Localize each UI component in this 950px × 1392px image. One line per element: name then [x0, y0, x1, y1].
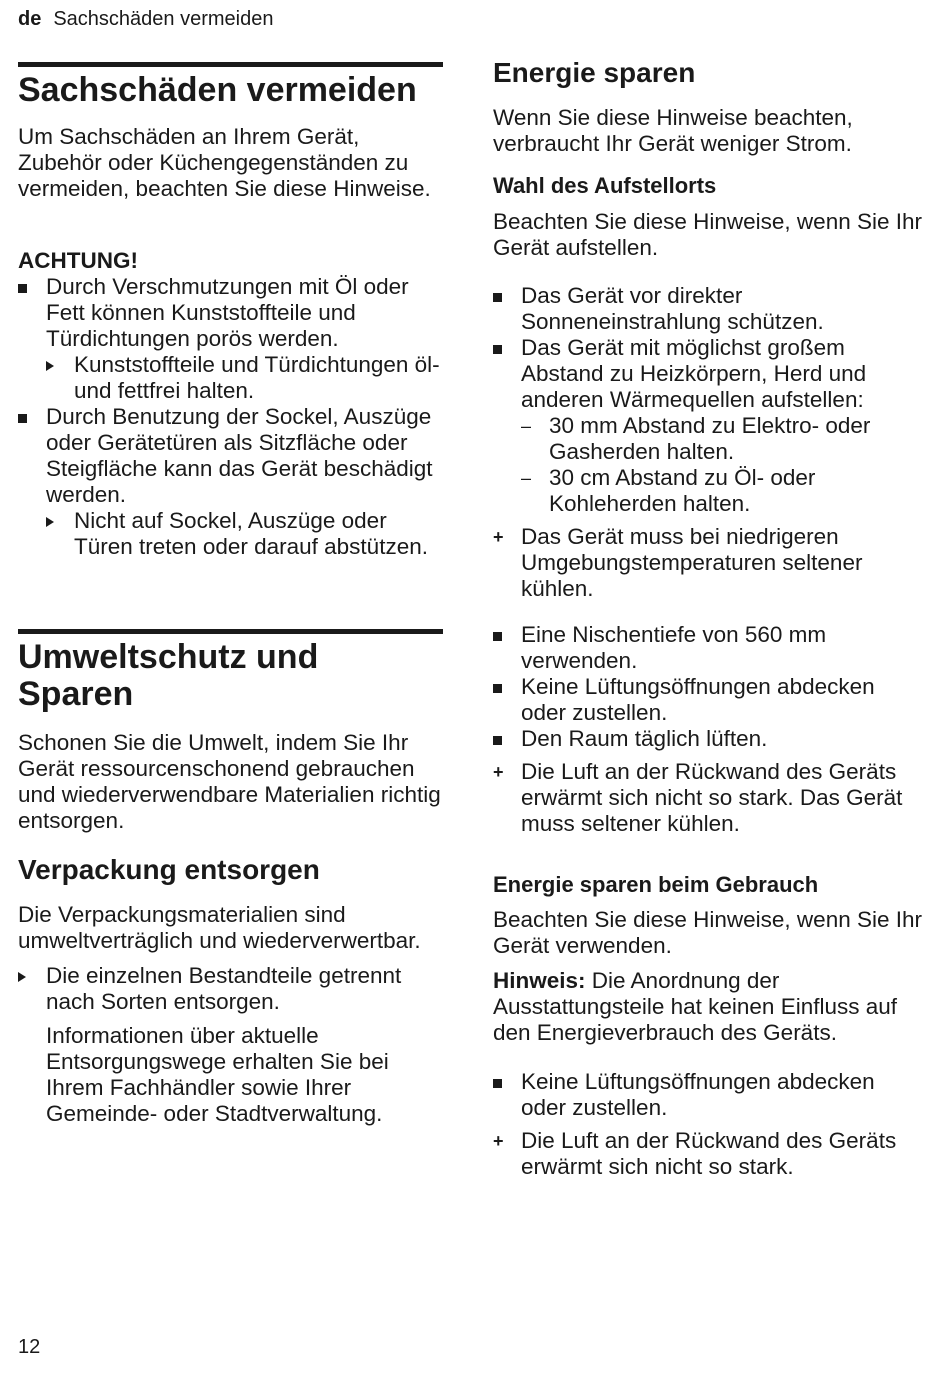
note-text: Die Anordnung der Ausstattungsteile hat keinen Einfluss auf den Energieverbrauch des Geräts. [493, 968, 898, 1045]
location-subitem: – 30 cm Abstand zu Öl- oder Kohleherden halten. [521, 465, 816, 516]
packaging-text: Die Verpackungsmaterialien sind umweltverträglich und wiederverwertbar. [18, 902, 421, 953]
square-bullet-icon [493, 1069, 502, 1095]
section-title-energy: Energie sparen [493, 57, 696, 88]
square-bullet-icon [18, 274, 27, 300]
header-section-title: Sachschäden vermeiden [53, 8, 274, 30]
arrow-bullet-icon [46, 352, 54, 378]
section-rule [18, 629, 443, 634]
location-item: Den Raum täglich lüften. [493, 726, 923, 752]
warning-action: Nicht auf Sockel, Auszüge oder Türen treten oder darauf abstützen. [18, 508, 443, 560]
intro-environment: Schonen Sie die Umwelt, indem Sie Ihr Gerät ressourcenschonend gebrauchen und wiederverwendbare Materialien richtig entsorgen. [18, 730, 441, 833]
energy-intro: Wenn Sie diese Hinweise beachten, verbraucht Ihr Gerät weniger Strom. [493, 105, 853, 156]
subheading-usage: Energie sparen beim Gebrauch [493, 872, 819, 897]
square-bullet-icon [493, 622, 502, 648]
section-title-environment: Umweltschutz und Sparen [18, 638, 319, 713]
location-item: Das Gerät vor direkter Sonneneinstrahlung schützen. [493, 283, 923, 335]
usage-note [493, 968, 923, 1046]
intro-damage: Um Sachschäden an Ihrem Gerät, Zubehör oder Küchengegenständen zu vermeiden, beachten Sie diese Hinweise. [18, 124, 431, 201]
page-number: 12 [18, 1336, 41, 1358]
arrow-bullet-icon [18, 963, 26, 989]
square-bullet-icon [493, 674, 502, 700]
location-item: Eine Nischentiefe von 560 mm verwenden. [493, 622, 923, 674]
location-list-2 [493, 622, 923, 837]
packaging-steps [18, 963, 443, 1127]
warning-item: Durch Benutzung der Sockel, Auszüge oder Gerätetüren als Sitzfläche oder Steigfläche kann das Gerät beschädigt werden. [18, 404, 443, 508]
plus-icon: + [493, 1131, 504, 1151]
dash-bullet-icon: – [521, 468, 532, 488]
benefit-item: + Die Luft an der Rückwand des Geräts erwärmt sich nicht so stark. [493, 1128, 897, 1179]
warning-action: Kunststoffteile und Türdichtungen öl- und fettfrei halten. [18, 352, 443, 404]
warning-label: ACHTUNG! [18, 248, 138, 273]
warning-box [18, 248, 443, 560]
benefit-item: + Die Luft an der Rückwand des Geräts erwärmt sich nicht so stark. Das Gerät muss seltener kühlen. [493, 759, 903, 836]
usage-list [493, 1069, 923, 1180]
square-bullet-icon [493, 335, 502, 361]
arrow-bullet-icon [46, 508, 54, 534]
benefit-item: + Das Gerät muss bei niedrigeren Umgebungstemperaturen seltener kühlen. [493, 524, 863, 601]
subheading-location: Wahl des Aufstellorts [493, 173, 717, 198]
plus-icon: + [493, 527, 504, 547]
location-item: Keine Lüftungsöffnungen abdecken oder zustellen. [493, 674, 923, 726]
location-intro: Beachten Sie diese Hinweise, wenn Sie Ihr Gerät aufstellen. [493, 209, 922, 260]
packaging-info: Informationen über aktuelle Entsorgungswege erhalten Sie bei Ihrem Fachhändler sowie Ihrer Gemeinde- oder Stadtverwaltung. [46, 1023, 389, 1126]
usage-intro: Beachten Sie diese Hinweise, wenn Sie Ihr Gerät verwenden. [493, 907, 922, 958]
plus-icon: + [493, 762, 504, 782]
square-bullet-icon [493, 283, 502, 309]
packaging-step: Die einzelnen Bestandteile getrennt nach Sorten entsorgen. [18, 963, 443, 1015]
location-list [493, 283, 923, 602]
warning-item: Durch Verschmutzungen mit Öl oder Fett können Kunststoffteile und Türdichtungen porös werden. [18, 274, 443, 352]
square-bullet-icon [493, 726, 502, 752]
note-label: Hinweis: [493, 968, 586, 993]
location-subitem: – 30 mm Abstand zu Elektro- oder Gasherden halten. [521, 413, 871, 464]
usage-item: Keine Lüftungsöffnungen abdecken oder zustellen. [493, 1069, 923, 1121]
subsection-title-packaging: Verpackung entsorgen [18, 854, 320, 885]
language-code: de [18, 8, 42, 30]
location-item: Das Gerät mit möglichst großem Abstand zu Heizkörpern, Herd und anderen Wärmequellen aufstellen: [493, 335, 923, 413]
section-rule [18, 62, 443, 67]
page-header [18, 8, 273, 31]
section-title-damage: Sachschäden vermeiden [18, 71, 417, 109]
square-bullet-icon [18, 404, 27, 430]
dash-bullet-icon: – [521, 416, 532, 436]
